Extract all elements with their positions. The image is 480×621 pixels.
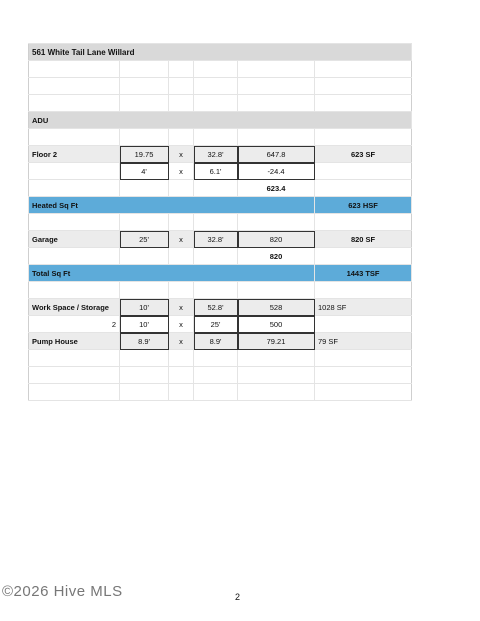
pumphouse-dim1: 8.9'	[120, 333, 169, 350]
workspace2-op: x	[169, 316, 194, 333]
workspace2-dim1: 10'	[120, 316, 169, 333]
pumphouse-row	[29, 333, 412, 350]
workspace2-dim2: 25'	[194, 316, 238, 333]
mls-watermark: ©2026 Hive MLS	[2, 583, 123, 600]
floor2-area: 647.8	[238, 146, 315, 163]
pumphouse-label: Pump House	[29, 333, 120, 350]
workspace-total: 1028 SF	[315, 299, 412, 316]
garage-dim1: 25'	[120, 231, 169, 248]
total-value: 1443 TSF	[315, 265, 412, 282]
title-row	[29, 44, 412, 61]
deduct-op: x	[169, 163, 194, 180]
garage-op: x	[169, 231, 194, 248]
deduct-dim2: 6.1'	[194, 163, 238, 180]
floor2-net-row	[29, 180, 412, 197]
garage-net: 820	[238, 248, 315, 265]
total-label: Total Sq Ft	[29, 265, 315, 282]
workspace2-row	[29, 316, 412, 333]
blank-row	[29, 367, 412, 384]
blank-row	[29, 61, 412, 78]
garage-row	[29, 231, 412, 248]
heated-total: 623 HSF	[315, 197, 412, 214]
floor2-total: 623 SF	[315, 146, 412, 163]
floor2-dim2: 32.8'	[194, 146, 238, 163]
garage-net-row	[29, 248, 412, 265]
blank-row	[29, 214, 412, 231]
floor2-row	[29, 146, 412, 163]
workspace-dim1: 10'	[120, 299, 169, 316]
sheet-title: 561 White Tail Lane Willard	[29, 44, 412, 61]
floor2-deduct-row	[29, 163, 412, 180]
garage-label: Garage	[29, 231, 120, 248]
floor2-op: x	[169, 146, 194, 163]
floor2-net: 623.4	[238, 180, 315, 197]
deduct-area: -24.4	[238, 163, 315, 180]
blank-row	[29, 95, 412, 112]
blank-row	[29, 384, 412, 401]
square-footage-sheet	[28, 43, 412, 401]
workspace-label: Work Space / Storage	[29, 299, 120, 316]
workspace-row	[29, 299, 412, 316]
workspace2-area: 500	[238, 316, 315, 333]
blank-row	[29, 350, 412, 367]
workspace-area: 528	[238, 299, 315, 316]
deduct-dim1: 4'	[120, 163, 169, 180]
heated-row	[29, 197, 412, 214]
total-row	[29, 265, 412, 282]
garage-dim2: 32.8'	[194, 231, 238, 248]
workspace-dim2: 52.8'	[194, 299, 238, 316]
garage-area: 820	[238, 231, 315, 248]
adu-heading: ADU	[29, 112, 412, 129]
workspace-op: x	[169, 299, 194, 316]
blank-row	[29, 282, 412, 299]
pumphouse-total: 79 SF	[315, 333, 412, 350]
adu-heading-row	[29, 112, 412, 129]
heated-label: Heated Sq Ft	[29, 197, 315, 214]
floor2-label: Floor 2	[29, 146, 120, 163]
pumphouse-dim2: 8.9'	[194, 333, 238, 350]
blank-row	[29, 129, 412, 146]
page-number: 2	[235, 592, 241, 602]
pumphouse-area: 79.21	[238, 333, 315, 350]
blank-row	[29, 78, 412, 95]
garage-total: 820 SF	[315, 231, 412, 248]
floor2-dim1: 19.75	[120, 146, 169, 163]
workspace2-label: 2	[29, 316, 120, 333]
pumphouse-op: x	[169, 333, 194, 350]
